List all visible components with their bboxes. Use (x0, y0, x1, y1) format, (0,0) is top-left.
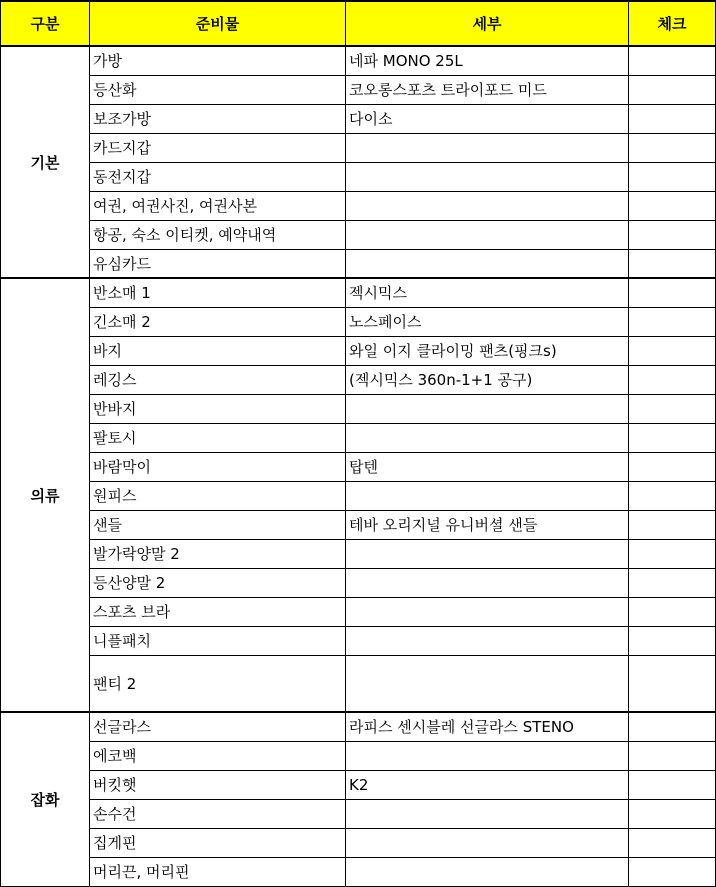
detail-cell (346, 597, 629, 626)
item-cell: 스포츠 브라 (90, 597, 346, 626)
detail-cell (346, 481, 629, 510)
detail-cell: 코오롱스포츠 트라이포드 미드 (346, 75, 629, 104)
table-row (1, 249, 716, 278)
detail-cell (346, 394, 629, 423)
table-row (1, 162, 716, 191)
item-cell: 손수건 (90, 799, 346, 828)
category-cell: 의류 (1, 278, 90, 712)
item-cell: 반바지 (90, 394, 346, 423)
detail-cell: 라피스 센시블레 선글라스 STENO (346, 712, 629, 741)
table-row (1, 857, 716, 886)
item-cell: 발가락양말 2 (90, 539, 346, 568)
item-cell: 긴소매 2 (90, 307, 346, 336)
detail-cell (346, 191, 629, 220)
detail-cell: 테바 오리지널 유니버셜 샌들 (346, 510, 629, 539)
detail-cell (346, 741, 629, 770)
check-cell[interactable] (629, 365, 716, 394)
table-row (1, 75, 716, 104)
item-cell: 머리끈, 머리핀 (90, 857, 346, 886)
check-cell[interactable] (629, 278, 716, 307)
table-row (1, 336, 716, 365)
check-cell[interactable] (629, 712, 716, 741)
detail-cell (346, 423, 629, 452)
item-cell: 가방 (90, 46, 346, 75)
detail-cell: 네파 MONO 25L (346, 46, 629, 75)
header-check: 체크 (629, 1, 716, 46)
detail-cell (346, 220, 629, 249)
detail-cell: 다이소 (346, 104, 629, 133)
table-row (1, 828, 716, 857)
check-cell[interactable] (629, 249, 716, 278)
item-cell: 등산화 (90, 75, 346, 104)
item-cell: 레깅스 (90, 365, 346, 394)
table-row (1, 510, 716, 539)
detail-cell (346, 162, 629, 191)
detail-cell (346, 799, 629, 828)
check-cell[interactable] (629, 539, 716, 568)
item-cell: 팔토시 (90, 423, 346, 452)
table-row (1, 712, 716, 741)
detail-cell: 젝시믹스 (346, 278, 629, 307)
check-cell[interactable] (629, 394, 716, 423)
table-row (1, 394, 716, 423)
table-row (1, 104, 716, 133)
item-cell: 카드지갑 (90, 133, 346, 162)
item-cell: 에코백 (90, 741, 346, 770)
check-cell[interactable] (629, 104, 716, 133)
item-cell: 집게핀 (90, 828, 346, 857)
check-cell[interactable] (629, 191, 716, 220)
check-cell[interactable] (629, 799, 716, 828)
item-cell: 니플패치 (90, 626, 346, 655)
item-cell: 반소매 1 (90, 278, 346, 307)
check-cell[interactable] (629, 481, 716, 510)
table-row (1, 770, 716, 799)
header-row (1, 1, 716, 46)
check-cell[interactable] (629, 510, 716, 539)
detail-cell (346, 568, 629, 597)
table-row (1, 278, 716, 307)
check-cell[interactable] (629, 597, 716, 626)
table-row (1, 423, 716, 452)
table-row (1, 220, 716, 249)
item-cell: 여권, 여권사진, 여권사본 (90, 191, 346, 220)
item-cell: 선글라스 (90, 712, 346, 741)
table-row (1, 191, 716, 220)
item-cell: 팬티 2 (90, 655, 346, 712)
check-cell[interactable] (629, 741, 716, 770)
table-row (1, 365, 716, 394)
detail-cell: (젝시믹스 360n-1+1 공구) (346, 365, 629, 394)
check-cell[interactable] (629, 568, 716, 597)
check-cell[interactable] (629, 828, 716, 857)
check-cell[interactable] (629, 133, 716, 162)
header-item: 준비물 (90, 1, 346, 46)
detail-cell: 와일 이지 클라이밍 팬츠(핑크s) (346, 336, 629, 365)
check-cell[interactable] (629, 857, 716, 886)
check-cell[interactable] (629, 336, 716, 365)
check-cell[interactable] (629, 162, 716, 191)
detail-cell: K2 (346, 770, 629, 799)
item-cell: 항공, 숙소 이티켓, 예약내역 (90, 220, 346, 249)
item-cell: 보조가방 (90, 104, 346, 133)
table-row (1, 626, 716, 655)
check-cell[interactable] (629, 770, 716, 799)
table-row (1, 133, 716, 162)
category-cell: 기본 (1, 46, 90, 278)
header-category: 구분 (1, 1, 90, 46)
check-cell[interactable] (629, 220, 716, 249)
item-cell: 유심카드 (90, 249, 346, 278)
detail-cell (346, 655, 629, 712)
table-row (1, 655, 716, 712)
table-row (1, 568, 716, 597)
item-cell: 등산양말 2 (90, 568, 346, 597)
detail-cell (346, 857, 629, 886)
item-cell: 샌들 (90, 510, 346, 539)
item-cell: 동전지갑 (90, 162, 346, 191)
header-detail: 세부 (346, 1, 629, 46)
detail-cell (346, 249, 629, 278)
check-cell[interactable] (629, 452, 716, 481)
table-row (1, 46, 716, 75)
check-cell[interactable] (629, 307, 716, 336)
item-cell: 바지 (90, 336, 346, 365)
check-cell[interactable] (629, 75, 716, 104)
table-row (1, 799, 716, 828)
check-cell[interactable] (629, 655, 716, 712)
item-cell: 바람막이 (90, 452, 346, 481)
category-cell: 잡화 (1, 712, 90, 886)
table-row (1, 597, 716, 626)
detail-cell (346, 828, 629, 857)
detail-cell (346, 133, 629, 162)
table-row (1, 741, 716, 770)
table-row (1, 452, 716, 481)
check-cell[interactable] (629, 626, 716, 655)
table-row (1, 481, 716, 510)
table-row (1, 307, 716, 336)
check-cell[interactable] (629, 423, 716, 452)
detail-cell: 탑텐 (346, 452, 629, 481)
detail-cell (346, 626, 629, 655)
detail-cell: 노스페이스 (346, 307, 629, 336)
item-cell: 원피스 (90, 481, 346, 510)
detail-cell (346, 539, 629, 568)
item-cell: 버킷햇 (90, 770, 346, 799)
table-row (1, 539, 716, 568)
check-cell[interactable] (629, 46, 716, 75)
